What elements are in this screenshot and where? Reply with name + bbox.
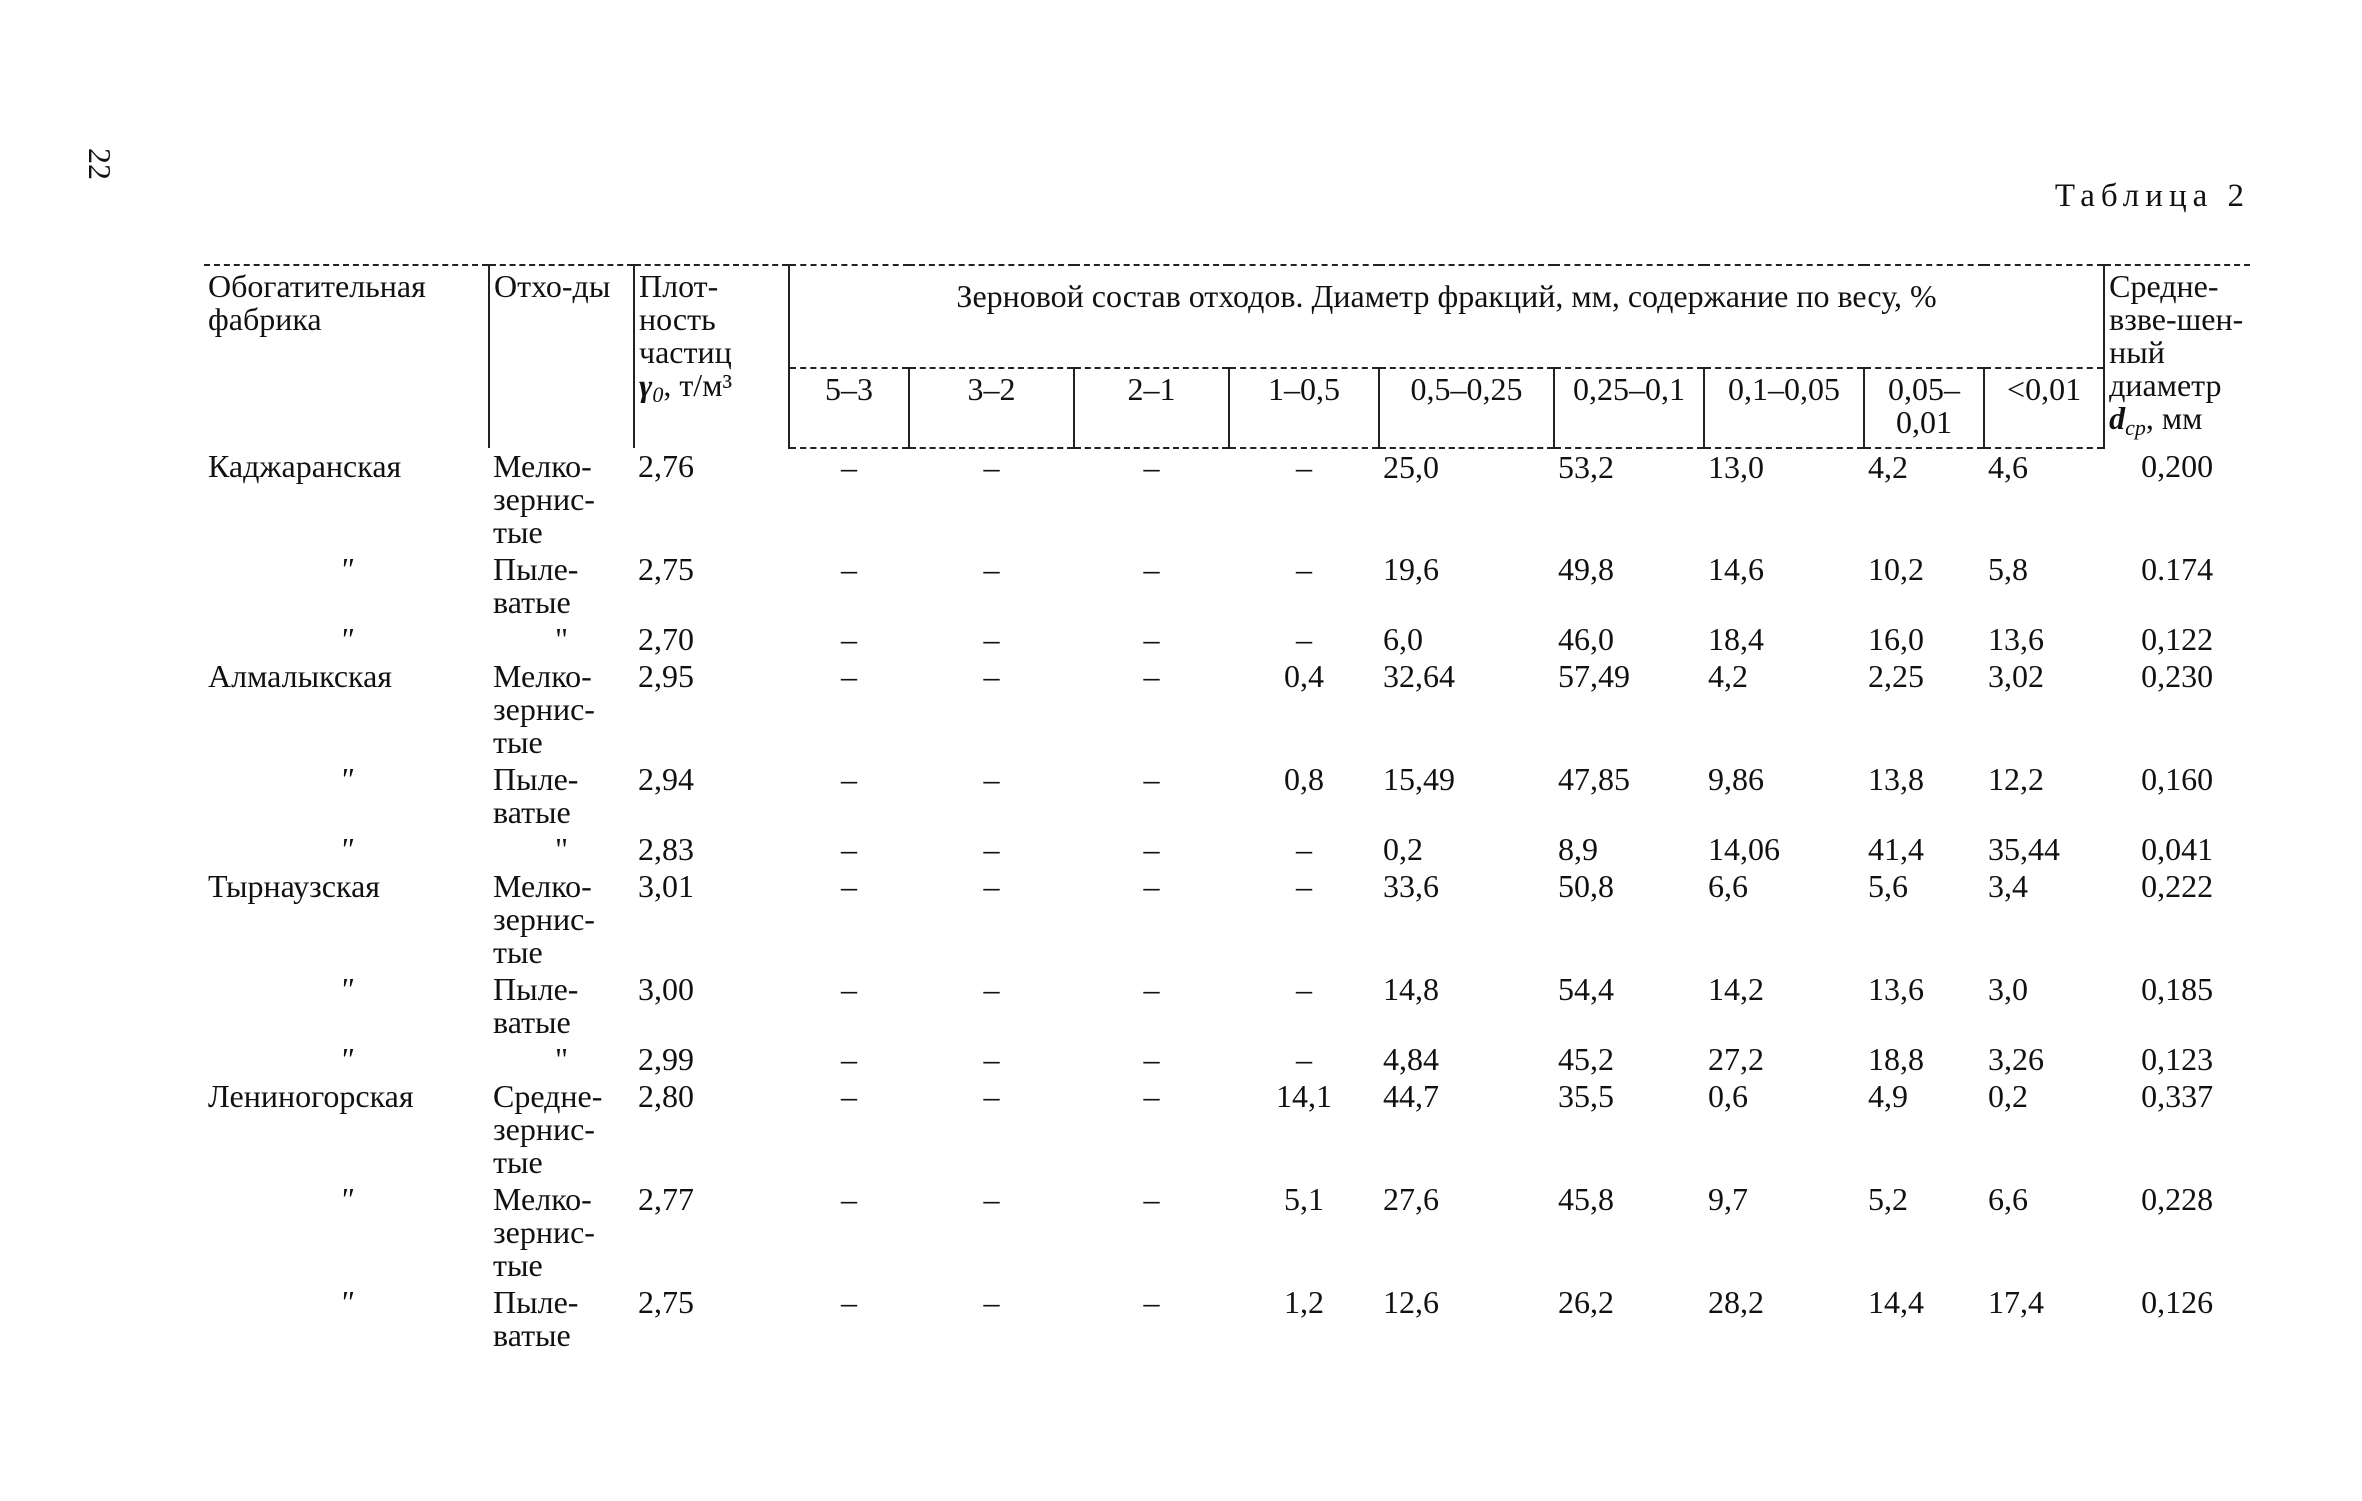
density-cell: 2,75 [638, 551, 694, 587]
fraction-cell: 3,02 [1988, 658, 2044, 694]
factory-cell: " [339, 831, 354, 867]
waste-cell: Пыле-ватые [493, 971, 579, 1040]
fraction-cell: – [983, 831, 1000, 867]
fraction-cell: – [841, 1181, 857, 1217]
fraction-cell: – [1296, 868, 1312, 904]
fraction-cell: 9,7 [1708, 1181, 1748, 1217]
factory-cell: " [339, 1284, 354, 1320]
fraction-cell: – [1296, 621, 1312, 657]
factory-cell: Лениногорская [208, 1078, 414, 1114]
density-cell: 2,95 [638, 658, 694, 694]
header-avg-label: Средне-взве-шен-ный диаметр [2109, 268, 2244, 403]
fraction-cell: 15,49 [1383, 761, 1455, 797]
table-row [204, 761, 2250, 831]
factory-cell: " [339, 1041, 354, 1077]
fraction-cell: 12,6 [1383, 1284, 1439, 1320]
fraction-cell: 13,0 [1708, 449, 1764, 485]
header-fraction: 1–0,5 [1229, 368, 1379, 448]
header-waste: Отхо-ды [489, 265, 634, 448]
header-density [634, 265, 789, 448]
fraction-cell: – [1296, 971, 1312, 1007]
fraction-cell: 0,2 [1988, 1078, 2028, 1114]
fraction-cell: 3,26 [1988, 1041, 2044, 1077]
fraction-cell: – [1143, 1078, 1160, 1114]
table-body [204, 448, 2250, 1354]
table-row [204, 868, 2250, 971]
fraction-cell: – [983, 1181, 1000, 1217]
waste-cell: Мелко-зернис-тые [493, 448, 595, 550]
fraction-cell: 19,6 [1383, 551, 1439, 587]
fraction-cell: – [841, 868, 857, 904]
fraction-cell: – [1143, 971, 1160, 1007]
fraction-cell: – [983, 449, 1000, 485]
fraction-cell: 5,2 [1868, 1181, 1908, 1217]
fraction-cell: 3,0 [1988, 971, 2028, 1007]
table-row [204, 621, 2250, 658]
density-cell: 2,76 [638, 448, 694, 484]
avg-diameter-cell: 0.174 [2141, 551, 2214, 587]
factory-cell: Тырнаузская [208, 868, 380, 904]
header-grain-group: Зерновой состав отходов. Диаметр фракций, мм, содержание по весу, % [789, 265, 2104, 368]
fraction-cell: – [841, 1078, 857, 1114]
fraction-cell: – [1143, 551, 1160, 587]
waste-cell: " [554, 1041, 569, 1077]
fraction-cell: – [1296, 551, 1312, 587]
fraction-cell: 13,8 [1868, 761, 1924, 797]
density-cell: 2,77 [638, 1181, 694, 1217]
density-cell: 2,75 [638, 1284, 694, 1320]
waste-cell: Мелко-зернис-тые [493, 868, 595, 970]
fraction-cell: 8,9 [1558, 831, 1598, 867]
waste-cell: " [554, 621, 569, 657]
factory-cell: " [339, 551, 354, 587]
header-fraction: 0,05–0,01 [1864, 368, 1984, 448]
fraction-cell: 0,8 [1284, 761, 1324, 797]
fraction-cell: – [841, 449, 857, 485]
fraction-cell: – [841, 621, 857, 657]
fraction-cell: 54,4 [1558, 971, 1614, 1007]
table-row [204, 831, 2250, 868]
header-avg-unit: , мм [2145, 400, 2203, 436]
fraction-cell: 9,86 [1708, 761, 1764, 797]
density-cell: 2,70 [638, 621, 694, 657]
waste-cell: Мелко-зернис-тые [493, 658, 595, 760]
fraction-cell: 16,0 [1868, 621, 1924, 657]
fraction-cell: – [1143, 761, 1160, 797]
header-factory: Обогатительная фабрика [204, 265, 489, 448]
fraction-cell: 4,84 [1383, 1041, 1439, 1077]
fraction-cell: 33,6 [1383, 868, 1439, 904]
waste-cell: Пыле-ватые [493, 761, 579, 830]
fraction-cell: 57,49 [1558, 658, 1630, 694]
fraction-cell: – [983, 1078, 1000, 1114]
fraction-cell: – [1143, 449, 1160, 485]
density-cell: 3,00 [638, 971, 694, 1007]
fraction-cell: 47,85 [1558, 761, 1630, 797]
table-row [204, 551, 2250, 621]
grain-composition-table [204, 264, 2250, 1354]
fraction-cell: – [983, 658, 1000, 694]
fraction-cell: – [983, 551, 1000, 587]
avg-diameter-cell: 0,230 [2141, 658, 2214, 694]
table-row [204, 1041, 2250, 1078]
avg-diameter-cell: 0,160 [2141, 761, 2214, 797]
fraction-cell: 49,8 [1558, 551, 1614, 587]
density-cell: 2,80 [638, 1078, 694, 1114]
fraction-cell: 27,2 [1708, 1041, 1764, 1077]
header-density-label: Плот-ность частиц [639, 268, 732, 370]
table-header [204, 265, 2250, 448]
fraction-cell: 0,4 [1284, 658, 1324, 694]
header-fraction: <0,01 [1984, 368, 2104, 448]
fraction-cell: 5,6 [1868, 868, 1908, 904]
fraction-cell: 10,2 [1868, 551, 1924, 587]
avg-diameter-cell: 0,041 [2141, 831, 2214, 867]
fraction-cell: 4,6 [1988, 449, 2028, 485]
header-density-unit: , т/м³ [663, 367, 733, 403]
fraction-cell: 46,0 [1558, 621, 1614, 657]
fraction-cell: 45,8 [1558, 1181, 1614, 1217]
header-fraction: 2–1 [1074, 368, 1229, 448]
fraction-cell: 5,8 [1988, 551, 2028, 587]
fraction-cell: 6,6 [1708, 868, 1748, 904]
fraction-cell: 44,7 [1383, 1078, 1439, 1114]
fraction-cell: 14,8 [1383, 971, 1439, 1007]
fraction-cell: 14,06 [1708, 831, 1780, 867]
header-avg-symbol: d [2109, 400, 2126, 436]
table-row [204, 1284, 2250, 1354]
fraction-cell: – [1143, 658, 1160, 694]
fraction-cell: 13,6 [1868, 971, 1924, 1007]
fraction-cell: 50,8 [1558, 868, 1614, 904]
fraction-cell: – [841, 971, 857, 1007]
avg-diameter-cell: 0,185 [2141, 971, 2214, 1007]
fraction-cell: – [841, 551, 857, 587]
fraction-cell: 13,6 [1988, 621, 2044, 657]
header-fraction: 0,25–0,1 [1554, 368, 1704, 448]
fraction-cell: – [841, 831, 857, 867]
fraction-cell: – [841, 761, 857, 797]
fraction-cell: 27,6 [1383, 1181, 1439, 1217]
fraction-cell: – [841, 1041, 857, 1077]
avg-diameter-cell: 0,228 [2141, 1181, 2214, 1217]
fraction-cell: 14,2 [1708, 971, 1764, 1007]
fraction-cell: – [1296, 831, 1312, 867]
fraction-cell: 32,64 [1383, 658, 1455, 694]
avg-diameter-cell: 0,337 [2141, 1078, 2214, 1114]
fraction-cell: 28,2 [1708, 1284, 1764, 1320]
header-fraction: 0,1–0,05 [1704, 368, 1864, 448]
fraction-cell: – [1143, 831, 1160, 867]
fraction-cell: – [983, 868, 1000, 904]
fraction-cell: 45,2 [1558, 1041, 1614, 1077]
header-fraction: 0,5–0,25 [1379, 368, 1554, 448]
header-fraction: 3–2 [909, 368, 1074, 448]
table-row [204, 658, 2250, 761]
fraction-cell: 18,4 [1708, 621, 1764, 657]
fraction-cell: 0,2 [1383, 831, 1423, 867]
header-avg-diameter [2104, 265, 2250, 448]
fraction-cell: 26,2 [1558, 1284, 1614, 1320]
density-cell: 2,94 [638, 761, 694, 797]
fraction-cell: 14,6 [1708, 551, 1764, 587]
fraction-cell: – [1143, 1284, 1160, 1320]
table-row [204, 1181, 2250, 1284]
table-caption: Таблица 2 [2054, 178, 2250, 214]
fraction-cell: 4,9 [1868, 1078, 1908, 1114]
fraction-cell: – [1296, 449, 1312, 485]
fraction-cell: 2,25 [1868, 658, 1924, 694]
fraction-cell: 14,1 [1276, 1078, 1332, 1114]
avg-diameter-cell: 0,222 [2141, 868, 2214, 904]
page-number: 22 [82, 148, 118, 180]
density-cell: 2,83 [638, 831, 694, 867]
fraction-cell: 3,4 [1988, 868, 2028, 904]
factory-cell: Каджаранская [208, 448, 402, 484]
avg-diameter-cell: 0,126 [2141, 1284, 2214, 1320]
fraction-cell: 6,0 [1383, 621, 1423, 657]
fraction-cell: – [1143, 621, 1160, 657]
avg-diameter-cell: 0,123 [2141, 1041, 2214, 1077]
fraction-cell: – [983, 1041, 1000, 1077]
fraction-cell: – [841, 658, 857, 694]
fraction-cell: 12,2 [1988, 761, 2044, 797]
table-row [204, 971, 2250, 1041]
header-density-symbol: γ [639, 367, 653, 403]
fraction-cell: 1,2 [1284, 1284, 1324, 1320]
fraction-cell: 41,4 [1868, 831, 1924, 867]
fraction-cell: 6,6 [1988, 1181, 2028, 1217]
avg-diameter-cell: 0,200 [2141, 448, 2214, 484]
table-row [204, 448, 2250, 551]
factory-cell: " [339, 971, 354, 1007]
fraction-cell: 17,4 [1988, 1284, 2044, 1320]
factory-cell: Алмалыкская [208, 658, 392, 694]
fraction-cell: 4,2 [1868, 449, 1908, 485]
density-cell: 2,99 [638, 1041, 694, 1077]
fraction-cell: 14,4 [1868, 1284, 1924, 1320]
fraction-cell: – [983, 971, 1000, 1007]
factory-cell: " [339, 621, 354, 657]
fraction-cell: 4,2 [1708, 658, 1748, 694]
fraction-cell: 18,8 [1868, 1041, 1924, 1077]
waste-cell: Мелко-зернис-тые [493, 1181, 595, 1283]
table-row [204, 1078, 2250, 1181]
header-avg-sub: ср [2125, 415, 2146, 440]
avg-diameter-cell: 0,122 [2141, 621, 2214, 657]
fraction-cell: – [1296, 1041, 1312, 1077]
fraction-cell: 25,0 [1383, 449, 1439, 485]
header-fraction: 5–3 [789, 368, 909, 448]
fraction-cell: – [1143, 1181, 1160, 1217]
fraction-cell: – [983, 1284, 1000, 1320]
fraction-cell: 0,6 [1708, 1078, 1748, 1114]
fraction-cell: 5,1 [1284, 1181, 1324, 1217]
density-cell: 3,01 [638, 868, 694, 904]
fraction-cell: 53,2 [1558, 449, 1614, 485]
fraction-cell: – [983, 621, 1000, 657]
fraction-cell: 35,44 [1988, 831, 2060, 867]
waste-cell: Пыле-ватые [493, 551, 579, 620]
factory-cell: " [339, 1181, 354, 1217]
factory-cell: " [339, 761, 354, 797]
fraction-cell: 35,5 [1558, 1078, 1614, 1114]
waste-cell: Средне-зернис-тые [493, 1078, 603, 1180]
fraction-cell: – [841, 1284, 857, 1320]
waste-cell: " [554, 831, 569, 867]
fraction-cell: – [983, 761, 1000, 797]
header-density-sub: 0 [652, 382, 664, 407]
fraction-cell: – [1143, 868, 1160, 904]
fraction-cell: – [1143, 1041, 1160, 1077]
waste-cell: Пыле-ватые [493, 1284, 579, 1353]
